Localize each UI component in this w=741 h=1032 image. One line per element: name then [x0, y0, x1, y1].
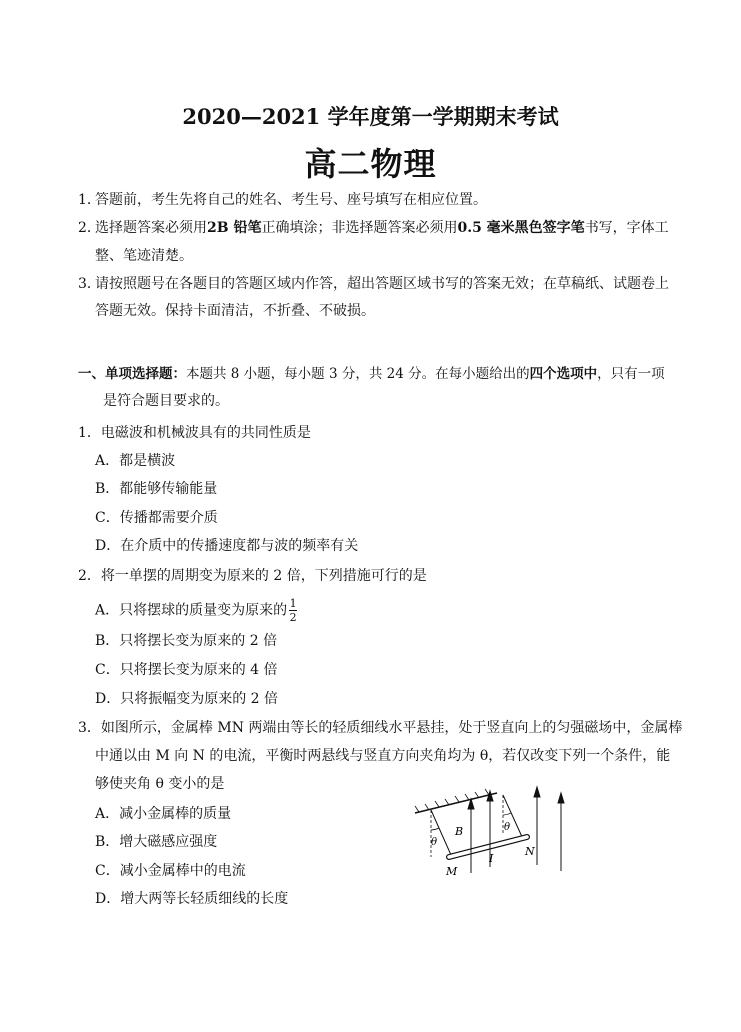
fraction-one-half: $\frac{1}{2}$ [289, 597, 297, 624]
label-n: N [525, 845, 535, 858]
subject-title: 高二物理 [304, 145, 437, 183]
instruction-3-cont: 答题无效。保持卡面清洁，不折叠、不破损。 [95, 303, 375, 319]
label-theta-left: θ [431, 837, 438, 848]
exam-title: 2020—2021 学年度第一学期期末考试 [182, 104, 559, 129]
label-i: I [489, 852, 494, 865]
question-2-stem: 2．将一单摆的周期变为原来的 2 倍，下列措施可行的是 [78, 568, 427, 584]
label-theta-right: θ [504, 822, 511, 833]
q2-option-d: D．只将振幅变为原来的 2 倍 [95, 691, 279, 707]
q1-option-a: A．都是横波 [95, 453, 176, 469]
q3-option-d: D．增大两等长轻质细线的长度 [95, 891, 289, 907]
label-b: B [455, 825, 464, 838]
section-1-header-cont: 是符合题目要求的。 [103, 393, 229, 409]
instruction-2: 2．选择题答案必须用2B 铅笔正确填涂；非选择题答案必须用0.5 毫米黑色签字笔书写，字体工 [78, 220, 669, 236]
q3-option-b: B．增大磁感应强度 [95, 834, 218, 850]
question-1-stem: 1．电磁波和机械波具有的共同性质是 [78, 425, 311, 441]
q3-option-c: C．减小金属棒中的电流 [95, 863, 246, 879]
instruction-3: 3．请按照题号在各题目的答题区域内作答，超出答题区域书写的答案无效；在草稿纸、试题卷上 [78, 276, 669, 292]
question-3-stem-line-3: 够使夹角 θ 变小的是 [95, 776, 225, 792]
magnetic-field-figure [405, 785, 585, 885]
section-1-header: 一、单项选择题：本题共 8 小题，每小题 3 分，共 24 分。在每小题给出的四个选项中，只有一项 [78, 366, 665, 382]
q1-option-b: B．都能够传输能量 [95, 481, 218, 497]
q1-option-d: D．在介质中的传播速度都与波的频率有关 [95, 538, 359, 554]
q1-option-c: C．传播都需要介质 [95, 510, 218, 526]
instruction-1: 1．答题前，考生先将自己的姓名、考生号、座号填写在相应位置。 [78, 192, 487, 208]
q3-option-a: A．减小金属棒的质量 [95, 806, 232, 822]
question-3-stem-line-2: 中通以由 M 向 N 的电流，平衡时两悬线与竖直方向夹角均为 θ，若仅改变下列一个条件，能 [95, 748, 671, 764]
q2-option-c: C．只将摆长变为原来的 4 倍 [95, 662, 278, 678]
question-3-stem-line-1: 3．如图所示，金属棒 MN 两端由等长的轻质细线水平悬挂，处于竖直向上的匀强磁场中，金属棒 [78, 720, 683, 736]
q2-option-b: B．只将摆长变为原来的 2 倍 [95, 633, 278, 649]
q2-option-a: A．只将摆球的质量变为原来的 $\frac{1}{2}$ [95, 597, 297, 624]
label-m: M [446, 865, 458, 878]
instruction-2-cont: 整、笔迹清楚。 [95, 248, 193, 264]
